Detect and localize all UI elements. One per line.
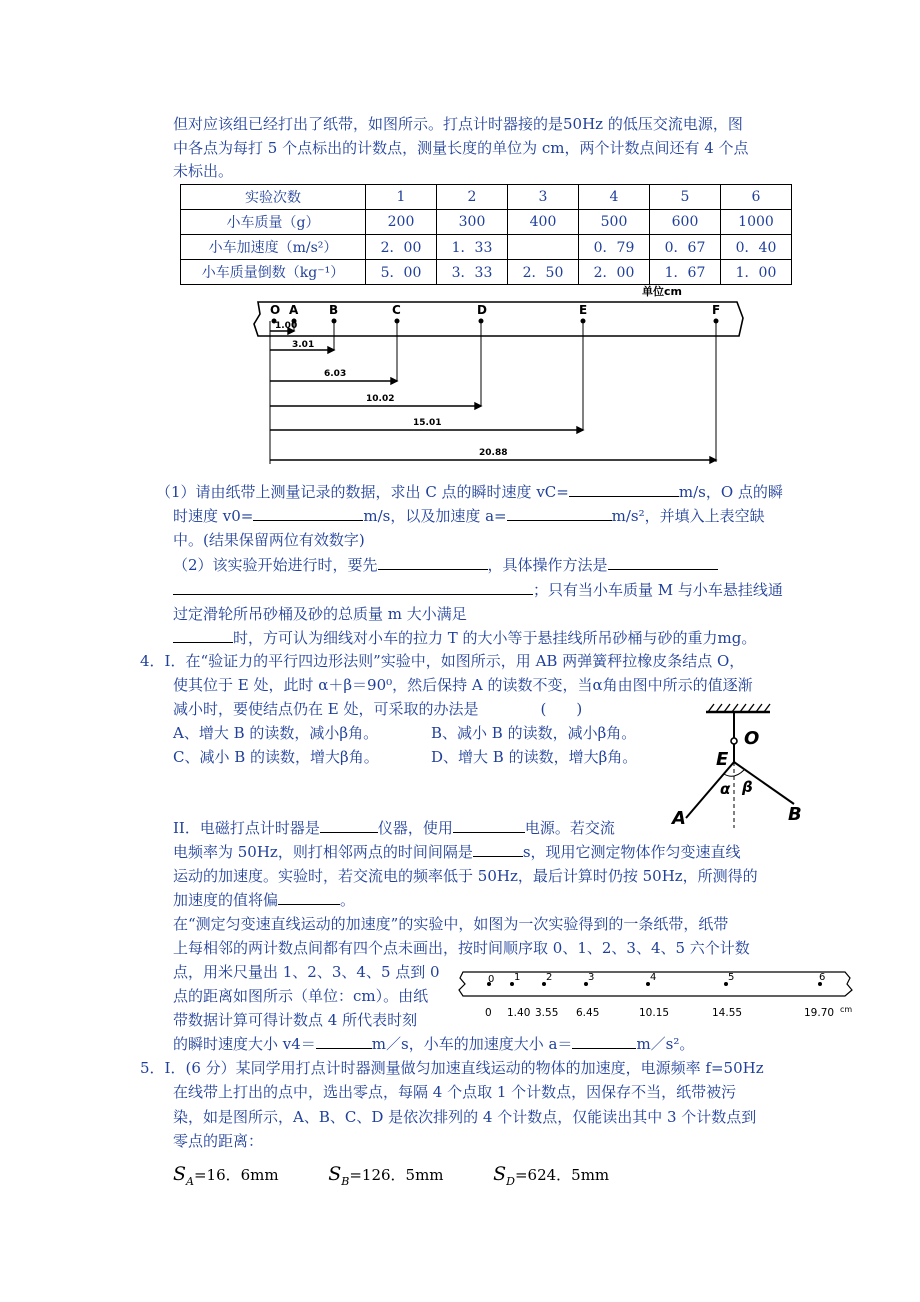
table-cell: 5 [650,185,721,210]
q4-line-1: 4．I．在“验证力的平行四边形法则”实验中，如图所示，用 AB 两弹簧秤拉橡皮条结点 O， [140,652,745,670]
option-a[interactable]: A、增大 B 的读数，减小β角。 [173,724,379,742]
q4b-text: 的瞬时速度大小 v4＝ [173,1035,316,1053]
option-b[interactable]: B、减小 B 的读数，减小β角。 [431,724,637,742]
q1-text: （2）该实验开始进行时，要先 [173,556,378,574]
paper-tape-figure-2 [455,966,855,1022]
tape2-point-label: 2 [546,972,553,983]
table-cell: 200 [366,210,437,235]
force-diagram [664,702,814,830]
q1-line-6: 过定滑轮所吊砂桶及砂的总质量 m 大小满足 [173,605,467,623]
tape2-value-label: 0 [485,1007,492,1019]
q4-text: 减小时，要使结点仍在 E 处，可采取的办法是 [173,700,479,718]
table-cell: 2．50 [508,260,579,285]
tape2-point-label: 4 [650,972,657,983]
table-cell: 1．67 [650,260,721,285]
q4b-line-9: 带数据计算可得计数点 4 所代表时刻 [173,1011,418,1029]
intro-line-1: 但对应该组已经打出了纸带，如图所示。打点计时器接的是50Hz 的低压交流电源，图 [173,115,743,133]
v0-answer-blank[interactable] [253,506,363,521]
table-cell: 2．00 [366,235,437,260]
q4b-text: 。 [340,891,356,909]
q5-line-4: 零点的距离： [173,1132,264,1150]
tape2-value-label: 19.70 [804,1007,835,1019]
tape1-arrowhead [391,378,397,384]
tape1-distance-label: 6.03 [324,369,347,379]
s-d-value: =624．5mm [514,1166,610,1184]
tape2-value-label: 10.15 [639,1007,670,1019]
condition-answer-blank[interactable] [173,628,233,643]
q4b-line-5: 在“测定匀变速直线运动的加速度”的实验中，如图为一次实验得到的一条纸带，纸带 [173,915,729,933]
v4-answer-blank[interactable] [316,1034,372,1049]
tape2-value-label: 1.40 [507,1007,531,1019]
label-beta: β [742,778,753,796]
label-b: B [788,804,802,825]
q1-line-2 [173,506,765,526]
label-alpha: α [720,780,731,798]
q4b-text: m／s，小车的加速度大小 a＝ [371,1035,573,1053]
tape1-distance-label: 20.88 [479,448,508,458]
q4b-line-3: 运动的加速度。实验时，若交流电的频率低于 50Hz，最后计算时仍按 50Hz，所测得的 [173,867,758,885]
q1-text: ，具体操作方法是 [487,556,608,574]
table-row [181,260,792,285]
a-answer-blank[interactable] [572,1034,636,1049]
q1-text: m/s，O 点的瞬 [678,483,783,501]
q1-text: m/s，以及加速度 a= [363,507,507,525]
tape2-point-label: 3 [588,972,595,983]
table-cell: 600 [650,210,721,235]
q4b-line-8: 点的距离如图所示（单位：cm）。由纸 [173,987,429,1005]
table-cell: 4 [579,185,650,210]
q5-line-1: 5．I．(6 分）某同学用打点计时器测量做匀加速直线运动的物体的加速度，电源频率 f=50Hz [140,1059,764,1077]
accel-answer-blank[interactable] [507,506,612,521]
tape1-arrowhead [710,457,716,463]
intro-line-3: 未标出。 [173,162,234,180]
tape2-point-label: 5 [728,972,735,983]
tape1-point-label: C [392,303,401,317]
table-cell: 400 [508,210,579,235]
tape1-arrowhead [328,347,334,353]
paper-tape-figure-1 [250,284,750,468]
q1-text: 时，方可认为细线对小车的拉力 T 的大小等于悬挂线所吊砂桶与砂的重力mg。 [233,629,757,647]
q5-line-3: 染，如是图所示，A、B、C、D 是依次排列的 4 个计数点，仅能读出其中 3 个计数点到 [173,1108,757,1126]
q1-text: m/s²，并填入上表空缺 [611,507,765,525]
table-cell: 小车质量倒数（kg⁻¹） [181,260,366,285]
intro-line-2: 中各点为每打 5 个点标出的计数点，测量长度的单位为 cm，两个计数点间还有 4 个点 [173,139,749,157]
step-answer-blank[interactable] [378,555,488,570]
table-row [181,210,792,235]
q4b-text: 仪器，使用 [377,819,453,837]
q5-line-2: 在线带上打出的点中，选出零点，每隔 4 个点取 1 个计数点，因保存不当，纸带被污 [173,1083,737,1101]
tape1-distance-label: 15.01 [413,418,442,428]
table-cell: 0．67 [650,235,721,260]
q4-line-3 [173,699,582,719]
s-b-symbol: $S_B$ [328,1163,350,1188]
interval-answer-blank[interactable] [473,842,523,857]
table-cell: 6 [721,185,792,210]
option-d[interactable]: D、增大 B 的读数，增大β角。 [431,748,638,766]
q4b-line-10 [173,1034,694,1054]
vc-answer-blank[interactable] [569,482,679,497]
table-cell-empty[interactable] [508,235,579,260]
q4b-text: s，现用它测定物体作匀变速直线 [522,843,741,861]
tape1-point-label: F [712,303,721,317]
q1-text: （1）请由纸带上测量记录的数据，求出 C 点的瞬时速度 vC= [156,483,569,501]
s-d-symbol: $S_D$ [493,1163,515,1188]
table-row [181,185,792,210]
table-cell: 300 [437,210,508,235]
table-cell: 2．00 [579,260,650,285]
tape1-strip [254,302,743,336]
label-e: E [716,749,729,770]
q4b-line-4 [173,890,355,910]
q4-line-2: 使其位于 E 处，此时 α＋β＝90⁰，然后保持 A 的读数不变，当α角由图中所示的值逐渐 [173,676,753,694]
tape1-point-label: A [289,303,299,317]
tape1-distance-label: 1.00 [275,321,298,331]
tape1-point-label: O [270,303,281,317]
q1-text: 时速度 v0= [173,507,254,525]
table-cell: 0．79 [579,235,650,260]
s-a-value: =16．6mm [193,1166,279,1184]
table-cell: 小车质量（g） [181,210,366,235]
q4b-line-7: 点，用米尺量出 1、2、3、4、5 点到 0 [173,963,440,981]
table-cell: 小车加速度（m/s²） [181,235,366,260]
table-cell: 1000 [721,210,792,235]
table-cell: 3 [508,185,579,210]
method-answer-blank-cont[interactable] [173,580,533,595]
tape1-arrowhead [577,427,583,433]
tape1-unit-label: 单位cm [642,285,682,298]
tape2-unit-label: cm [840,1005,853,1014]
tape1-point-label: B [329,303,339,317]
q1-line-5 [173,580,783,600]
q4b-line-2 [173,842,741,862]
table-cell: 实验次数 [181,185,366,210]
table-cell: 500 [579,210,650,235]
table-cell: 5．00 [366,260,437,285]
tape2-value-label: 6.45 [576,1007,600,1019]
q4b-text: 电频率为 50Hz，则打相邻两点的时间间隔是 [173,843,473,861]
q1-line-4 [173,555,718,575]
tape2-value-label: 14.55 [712,1007,743,1019]
q4b-line-1 [173,818,615,838]
table-cell: 1．33 [437,235,508,260]
table-cell: 0．40 [721,235,792,260]
s-b-value: =126．5mm [349,1166,444,1184]
tape2-point-label: 6 [819,972,826,983]
q1-line-1 [156,482,783,502]
label-o: O [744,728,760,749]
table-cell: 1 [366,185,437,210]
q4b-text: m／s²。 [636,1035,695,1053]
tape1-distance-label: 3.01 [292,340,315,350]
q4b-text: 加速度的值将偏 [173,891,279,909]
q4b-line-6: 上每相邻的两计数点间都有四个点未画出，按时间顺序取 0、1、2、3、4、5 六个计数 [173,939,750,957]
q1-line-7 [173,628,756,648]
bias-answer-blank[interactable] [278,890,340,905]
tape1-point-label: D [477,303,487,317]
answer-paren[interactable]: ( ) [540,700,583,718]
table-row [181,235,792,260]
instrument-answer-blank[interactable] [320,818,378,833]
tape1-distance-label: 10.02 [366,394,395,404]
data-table [180,184,792,285]
tape2-point-label: 0 [488,974,495,985]
tape2-value-label: 3.55 [535,1007,559,1019]
label-a: A [672,808,686,829]
table-cell: 3．33 [437,260,508,285]
q4b-text: II．电磁打点计时器是 [173,819,320,837]
knot-o [731,738,737,744]
table-cell: 1．00 [721,260,792,285]
table-cell: 2 [437,185,508,210]
option-c[interactable]: C、减小 B 的读数，增大β角。 [173,748,379,766]
s-a-symbol: $S_A$ [173,1163,194,1188]
q1-line-3: 中。(结果保留两位有效数字) [173,531,365,549]
method-answer-blank[interactable] [608,555,718,570]
power-answer-blank[interactable] [453,818,525,833]
s-values-line [173,1164,609,1192]
q4b-text: 电源。若交流 [524,819,615,837]
tape2-point-label: 1 [514,972,521,983]
tape1-point-label: E [579,303,588,317]
tape1-arrowhead [475,403,481,409]
q1-text: ；只有当小车质量 M 与小车悬挂线通 [533,581,783,599]
